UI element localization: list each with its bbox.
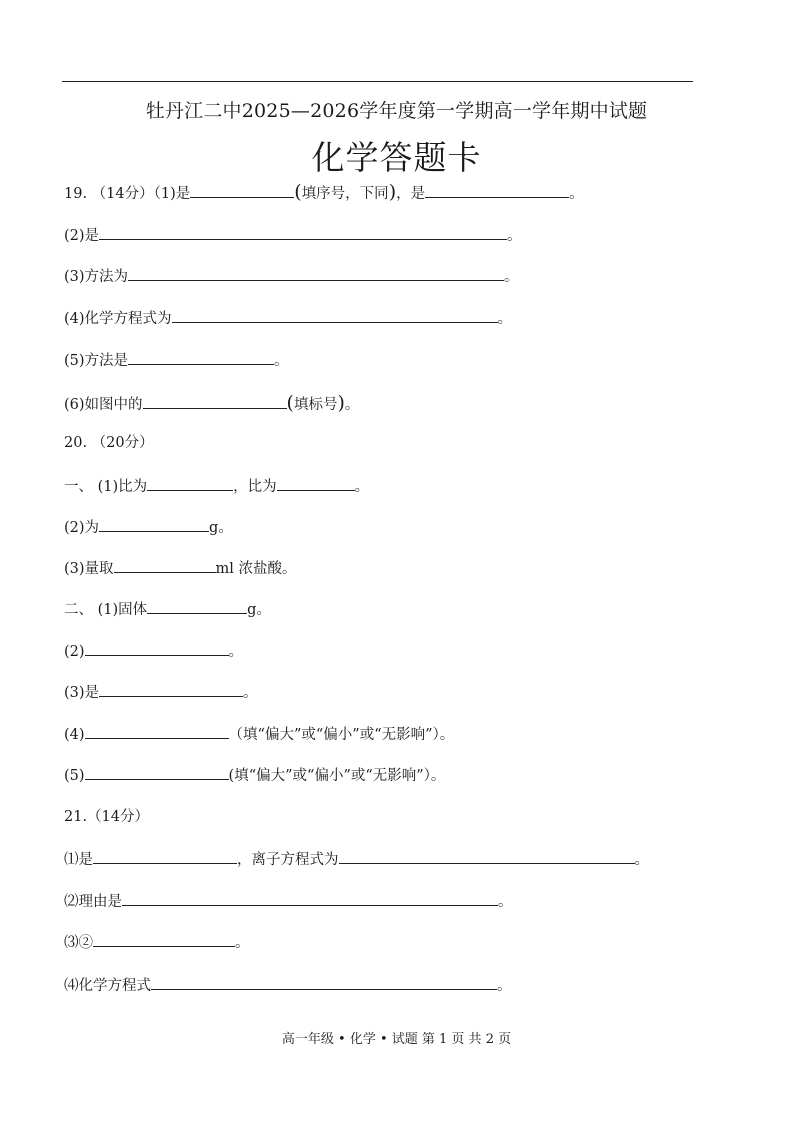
q20-part1-line-3	[64, 558, 297, 580]
q20-label: 20. （20分）	[64, 435, 154, 451]
q19-2-blank[interactable]	[99, 225, 507, 240]
period: 。	[569, 186, 584, 202]
paren-close: )	[388, 181, 397, 203]
q20-1-1-mid: ，比为	[233, 479, 277, 495]
q19-label: 19. （14分）（1)是	[64, 186, 191, 202]
q21-4-blank[interactable]	[151, 975, 497, 990]
q20-part2-line-4	[64, 724, 454, 746]
q21-1-mid: ，离子方程式为	[237, 852, 339, 868]
period: 。	[498, 894, 513, 910]
q20-2-3-label: (3)是	[64, 685, 100, 701]
period: 。	[344, 397, 360, 413]
period: 。	[354, 479, 370, 495]
q19-2-label: (2)是	[64, 228, 100, 244]
q19-line-6	[64, 392, 359, 414]
q19-4-blank[interactable]	[172, 308, 498, 323]
q20-2-5-note: (填“偏大”或“偏小”或“无影响”）。	[228, 768, 446, 784]
top-rule	[62, 81, 693, 82]
q21-1-blank-b[interactable]	[339, 849, 635, 864]
school-exam-title: 牡丹江二中2025—2026学年度第一学期高一学年期中试题	[145, 100, 648, 122]
q21-header	[64, 806, 149, 828]
period: 。	[274, 353, 289, 369]
period: 。	[243, 685, 258, 701]
q19-3-blank[interactable]	[128, 266, 504, 281]
q21-3-blank[interactable]	[93, 932, 235, 947]
q20-1-1-blank-b[interactable]	[277, 476, 355, 491]
q20-part1-line-2	[64, 517, 233, 539]
q20-part2-line-2	[64, 641, 243, 663]
q19-6-note: 填标号	[293, 397, 338, 413]
q21-line-2	[64, 891, 513, 913]
q19-5-blank[interactable]	[128, 350, 274, 365]
q20-part2-line-1	[64, 599, 271, 621]
q20-2-1-blank[interactable]	[147, 599, 247, 614]
period: 。	[504, 269, 519, 285]
q21-1-blank-a[interactable]	[93, 849, 237, 864]
period: 。	[228, 644, 244, 660]
period: 。	[507, 228, 522, 244]
q20-part2-line-3	[64, 682, 258, 704]
q21-line-1	[64, 849, 649, 871]
q20-1-2-blank[interactable]	[99, 517, 209, 532]
q20-2-2-label: (2)	[64, 644, 85, 660]
q20-part2-line-5	[64, 765, 445, 787]
q19-5-label: (5)方法是	[64, 353, 129, 369]
q19-6-label: (6)如图中的	[64, 397, 143, 413]
q19-line-1	[64, 181, 584, 203]
unit-grams: g。	[209, 520, 233, 536]
q21-2-label: ⑵理由是	[64, 894, 122, 910]
q20-2-5-label: (5)	[64, 768, 85, 784]
q20-1-3-label: (3)量取	[64, 561, 114, 577]
q20-1-2-label: (2)为	[64, 520, 100, 536]
q19-3-label: (3)方法为	[64, 269, 129, 285]
q21-3-label: ⑶②	[64, 935, 93, 951]
q20-2-1-label: 二、 (1)固体	[64, 602, 148, 618]
paren-close: )	[337, 392, 345, 414]
q20-2-5-blank[interactable]	[85, 765, 229, 780]
q19-1-mid: ，是	[396, 186, 426, 202]
q20-2-4-blank[interactable]	[85, 724, 229, 739]
paren-open: (	[294, 181, 302, 203]
q21-line-3	[64, 932, 250, 954]
q20-2-4-note: （填“偏大”或“偏小”或“无影响”）。	[228, 727, 455, 743]
q19-6-blank[interactable]	[143, 394, 287, 409]
q21-1-label: ⑴是	[64, 852, 93, 868]
q21-4-label: ⑷化学方程式	[64, 978, 151, 994]
q21-line-4	[64, 975, 512, 997]
q21-2-blank[interactable]	[122, 891, 498, 906]
page-footer: 高一年级 • 化学 • 试题 第 1 页 共 2 页	[281, 1032, 512, 1047]
q20-part1-line-1	[64, 476, 369, 498]
q20-2-2-blank[interactable]	[85, 641, 229, 656]
q19-line-2	[64, 225, 522, 247]
q19-1-blank-a[interactable]	[190, 183, 294, 198]
q20-1-3-end: ml 浓盐酸。	[215, 561, 297, 577]
q20-1-1-label: 一、 (1)比为	[64, 479, 148, 495]
period: 。	[497, 978, 512, 994]
q20-header	[64, 432, 154, 454]
q19-1-note: 填序号，下同	[301, 186, 389, 202]
q20-2-4-label: (4)	[64, 727, 85, 743]
period: 。	[235, 935, 250, 951]
q19-line-3	[64, 266, 519, 288]
q20-2-3-blank[interactable]	[99, 682, 243, 697]
q19-1-blank-b[interactable]	[425, 183, 569, 198]
answer-sheet-title: 化学答题卡	[311, 138, 482, 177]
q19-line-5	[64, 350, 289, 372]
paren-open: (	[286, 392, 294, 414]
unit-grams: g。	[247, 602, 271, 618]
q20-1-3-blank[interactable]	[114, 558, 216, 573]
period: 。	[634, 852, 649, 868]
q19-4-label: (4)化学方程式为	[64, 311, 172, 327]
q19-line-4	[64, 308, 512, 330]
q21-label: 21.（14分）	[64, 809, 150, 825]
q20-1-1-blank-a[interactable]	[147, 476, 233, 491]
period: 。	[497, 311, 513, 327]
